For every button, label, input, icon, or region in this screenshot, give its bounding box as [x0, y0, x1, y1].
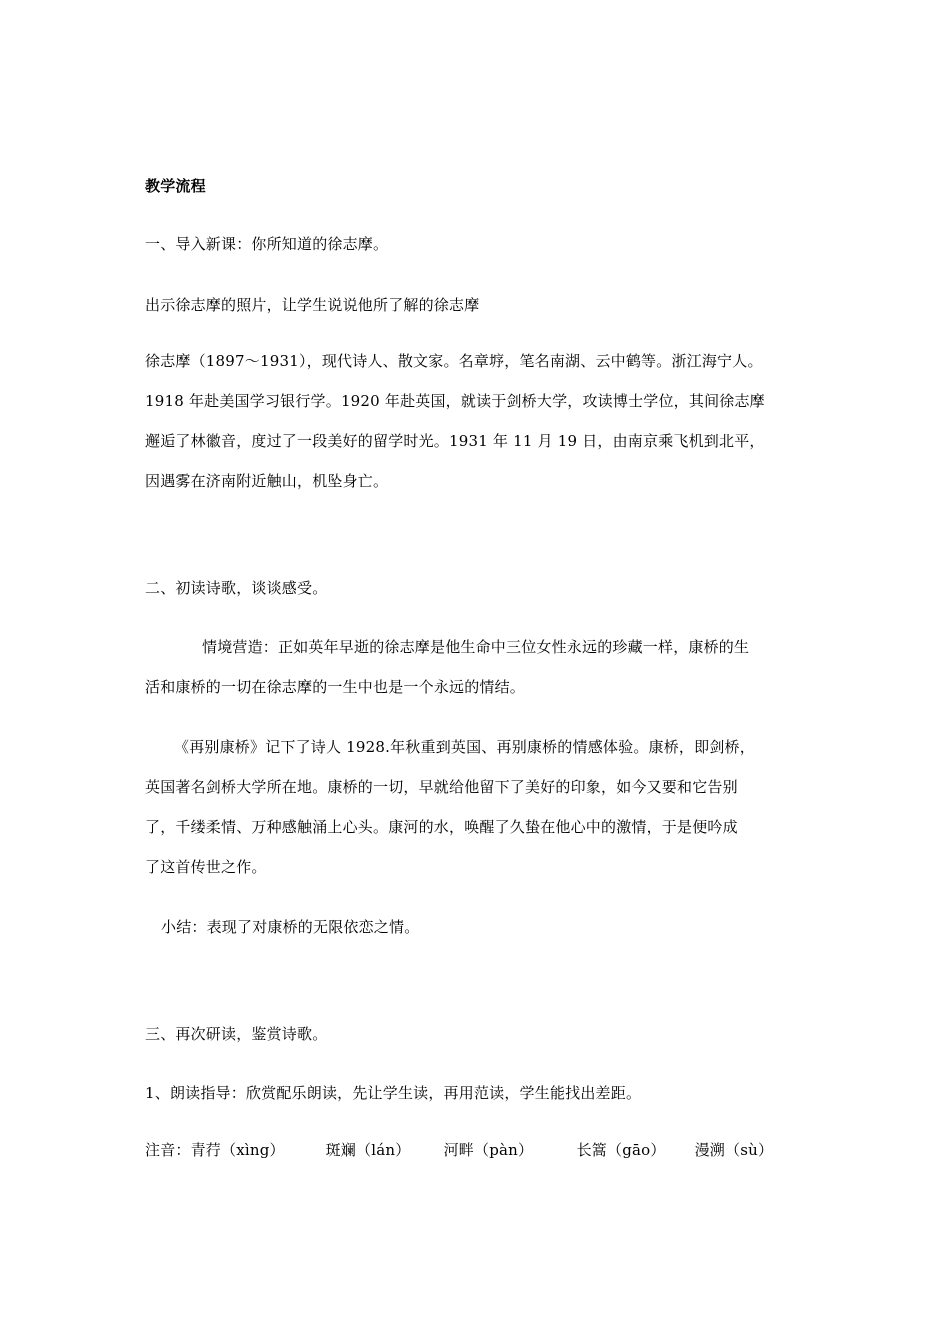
section3-title: 三、再次研读，鉴赏诗歌。 — [145, 1025, 328, 1043]
bio-line-1: 徐志摩（1897～1931），现代诗人、散文家。名章垿，笔名南湖、云中鹤等。浙江海宁人。 — [145, 352, 763, 370]
pinyin-item: 长篙（gāo） — [576, 1141, 666, 1159]
pinyin-row — [145, 1140, 773, 1160]
pinyin-label: 注音： — [145, 1141, 191, 1159]
situation-line-2: 活和康桥的一切在徐志摩的一生中也是一个永远的情结。 — [145, 678, 526, 696]
pinyin-item: 斑斓（lán） — [325, 1141, 411, 1159]
section1-title: 一、导入新课：你所知道的徐志摩。 — [145, 235, 389, 253]
pinyin-item: 漫溯（sù） — [694, 1141, 774, 1159]
section1-instruction: 出示徐志摩的照片，让学生说说他所了解的徐志摩 — [145, 296, 480, 314]
bio-line-3: 邂逅了林徽音，度过了一段美好的留学时光。1931 年 11 月 19 日，由南京乘飞机到北平， — [145, 432, 765, 450]
section2-summary: 小结：表现了对康桥的无限依恋之情。 — [161, 918, 420, 936]
section2-title: 二、初读诗歌，谈谈感受。 — [145, 579, 328, 597]
bio-line-2: 1918 年赴美国学习银行学。1920 年赴英国，就读于剑桥大学，攻读博士学位，其间徐志摩 — [145, 392, 765, 410]
pinyin-item: 青荇（xìng） — [190, 1141, 285, 1159]
background-line-3: 了，千缕柔情、万种感触涌上心头。康河的水，唤醒了久蛰在他心中的激情，于是便吟成 — [145, 818, 738, 836]
page-heading: 教学流程 — [145, 177, 206, 195]
bio-line-4: 因遇雾在济南附近触山，机坠身亡。 — [145, 472, 389, 490]
situation-line-1: 情境营造：正如英年早逝的徐志摩是他生命中三位女性永远的珍藏一样，康桥的生 — [202, 638, 750, 656]
reading-guide: 1、朗读指导：欣赏配乐朗读，先让学生读，再用范读，学生能找出差距。 — [145, 1084, 642, 1102]
background-line-1: 《再别康桥》记下了诗人 1928.年秋重到英国、再别康桥的情感体验。康桥，即剑桥， — [174, 738, 755, 756]
background-line-2: 英国著名剑桥大学所在地。康桥的一切，早就给他留下了美好的印象，如今又要和它告别 — [145, 778, 738, 796]
pinyin-item: 河畔（pàn） — [443, 1141, 534, 1159]
background-line-4: 了这首传世之作。 — [145, 858, 267, 876]
